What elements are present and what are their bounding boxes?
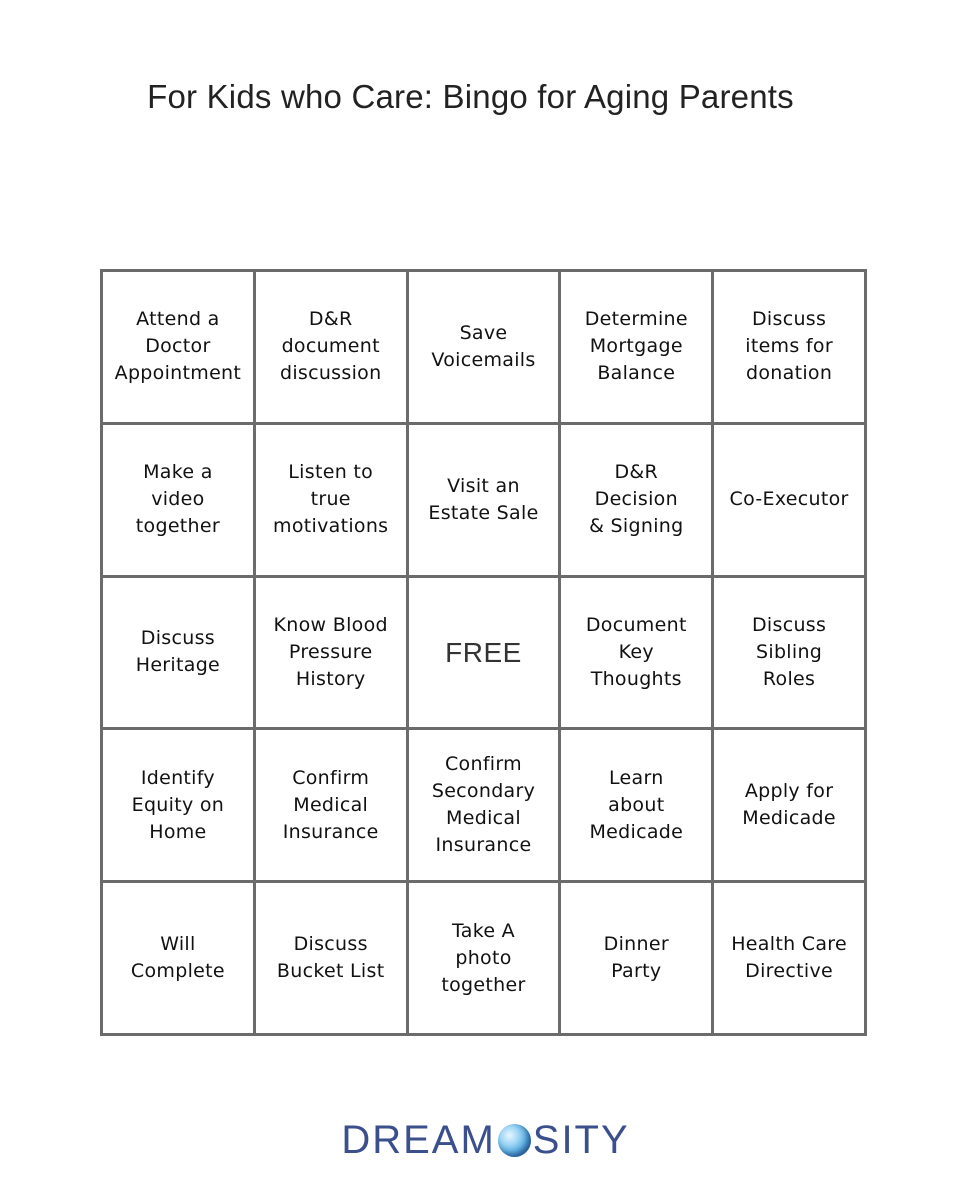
cell-label: Take A photo together: [441, 919, 526, 996]
bingo-cell: [409, 272, 562, 425]
logo-text-start: DREAM: [341, 1118, 496, 1162]
cell-label: Confirm Medical Insurance: [282, 766, 379, 843]
cell-label: Attend a Doctor Appointment: [114, 308, 242, 385]
cell-label: Discuss items for donation: [745, 308, 833, 385]
bingo-cell: [103, 730, 256, 883]
bingo-cell: [714, 578, 867, 731]
cell-label: Will Complete: [130, 933, 225, 983]
cell-label: Know Blood Pressure History: [273, 613, 388, 690]
cell-label: Health Care Directive: [731, 933, 847, 983]
cell-label: Listen to true motivations: [273, 461, 389, 538]
cell-label: D&R Decision & Signing: [589, 461, 684, 538]
cell-label: Document Key Thoughts: [585, 613, 687, 690]
bingo-cell: [103, 425, 256, 578]
bingo-cell: [561, 883, 714, 1036]
cell-label: Save Voicemails: [431, 321, 536, 371]
bingo-cell: [256, 883, 409, 1036]
cell-label: Determine Mortgage Balance: [584, 308, 688, 385]
cell-label: D&R document discussion: [279, 308, 382, 385]
bingo-board: [100, 269, 867, 1036]
cell-label: Apply for Medicade: [742, 780, 836, 830]
bingo-cell: [409, 425, 562, 578]
bingo-cell: [714, 272, 867, 425]
cell-label: Discuss Heritage: [135, 627, 221, 677]
dreamosity-logo: [0, 1118, 971, 1163]
bingo-cell: [714, 883, 867, 1036]
bingo-cell: [256, 425, 409, 578]
cell-label: Co-Executor: [729, 488, 849, 511]
bingo-cell: [561, 578, 714, 731]
bingo-cell: [103, 883, 256, 1036]
cell-label: Discuss Bucket List: [276, 933, 385, 983]
cell-label: Discuss Sibling Roles: [751, 613, 827, 690]
bingo-cell: [714, 730, 867, 883]
free-space-label: FREE: [445, 636, 522, 668]
bingo-cell: [561, 425, 714, 578]
logo-wordmark: [341, 1118, 629, 1163]
globe-icon: [498, 1124, 531, 1157]
bingo-cell: [103, 272, 256, 425]
logo-text-end: SITY: [532, 1118, 630, 1162]
page-title: For Kids who Care: Bingo for Aging Parents: [147, 78, 794, 115]
bingo-cell: [561, 272, 714, 425]
bingo-cell: [103, 578, 256, 731]
bingo-cell: [256, 578, 409, 731]
cell-label: Confirm Secondary Medical Insurance: [431, 753, 536, 857]
free-space-cell: [409, 578, 562, 731]
bingo-cell: [714, 425, 867, 578]
cell-label: Identify Equity on Home: [131, 766, 225, 843]
cell-label: Dinner Party: [603, 933, 669, 983]
bingo-cell: [256, 272, 409, 425]
cell-label: Make a video together: [135, 461, 220, 538]
cell-label: Visit an Estate Sale: [428, 474, 539, 524]
bingo-cell: [256, 730, 409, 883]
bingo-cell: [561, 730, 714, 883]
bingo-cell: [409, 883, 562, 1036]
cell-label: Learn about Medicade: [589, 766, 684, 843]
bingo-cell: [409, 730, 562, 883]
